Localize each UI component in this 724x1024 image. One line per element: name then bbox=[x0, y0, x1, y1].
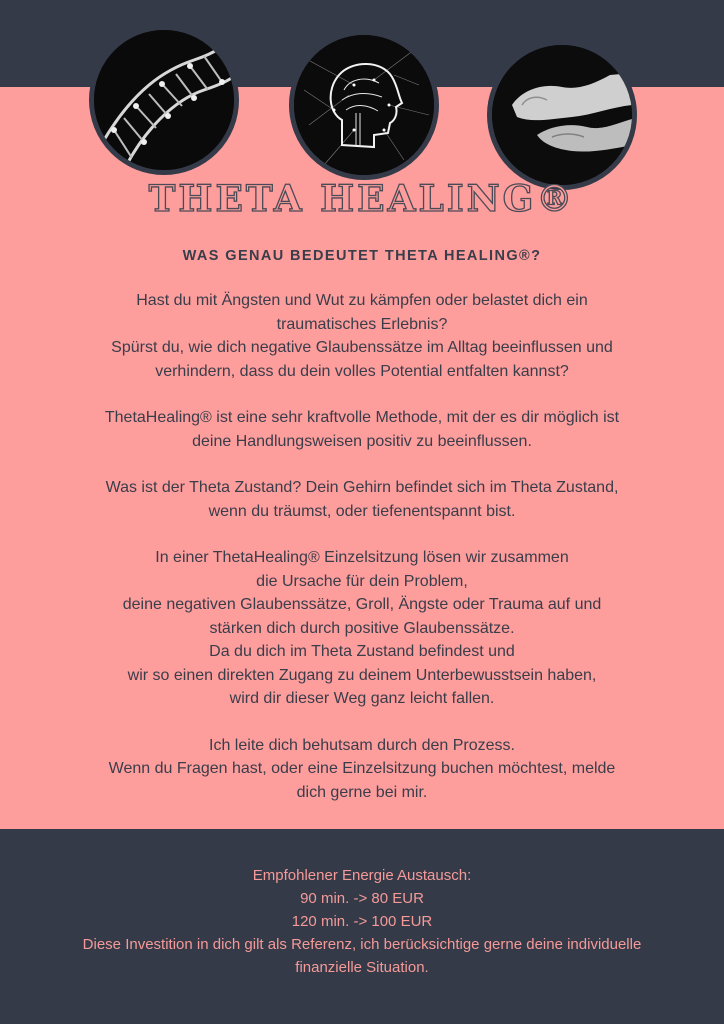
pricing-note: Diese Investition in dich gilt als Referenz, ich berücksichtige gerne deine individuelle bbox=[82, 936, 642, 953]
text-line: deine Handlungsweisen positiv zu beeinflussen. bbox=[192, 432, 532, 450]
dna-helix-image bbox=[89, 25, 239, 175]
text-line: In einer ThetaHealing® Einzelsitzung lösen wir zusammen bbox=[155, 549, 569, 566]
price-90-min: 90 min. -> 80 EUR bbox=[300, 890, 424, 907]
text-line: ThetaHealing® ist eine sehr kraftvolle Methode, mit der es dir möglich ist bbox=[104, 409, 620, 426]
text-line: Was ist der Theta Zustand? Dein Gehirn befindet sich im Theta Zustand, bbox=[105, 479, 619, 496]
hands-image bbox=[487, 40, 637, 190]
pricing-note-cont: finanzielle Situation. bbox=[295, 959, 429, 976]
text-line: Da du dich im Theta Zustand befindest und bbox=[209, 643, 515, 660]
text-line: Wenn du Fragen hast, oder eine Einzelsitzung buchen möchtest, melde bbox=[108, 760, 616, 777]
pricing-info bbox=[0, 864, 724, 979]
paragraph-intro bbox=[30, 289, 694, 383]
text-line: wir so einen direkten Zugang zu deinem Unterbewusstsein haben, bbox=[127, 666, 597, 684]
text-line: wird dir dieser Weg ganz leicht fallen. bbox=[229, 690, 495, 707]
text-line: deine negativen Glaubenssätze, Groll, Ängste oder Trauma auf und bbox=[122, 596, 602, 613]
text-line: verhindern, dass du dein volles Potential entfalten kannst? bbox=[155, 362, 569, 380]
price-120-min: 120 min. -> 100 EUR bbox=[291, 913, 433, 930]
paragraph-session bbox=[30, 546, 694, 711]
brain-head-image bbox=[289, 30, 439, 180]
text-line: Hast du mit Ängsten und Wut zu kämpfen oder belastet dich ein bbox=[136, 292, 588, 309]
text-line: stärken dich durch positive Glaubenssätze. bbox=[209, 619, 515, 637]
text-line: traumatisches Erlebnis? bbox=[276, 315, 448, 333]
page-title: THETA HEALING® bbox=[148, 178, 576, 220]
text-line: wenn du träumst, oder tiefenentspannt bist. bbox=[208, 502, 516, 520]
text-line: dich gerne bei mir. bbox=[296, 783, 428, 801]
text-line: Spürst du, wie dich negative Glaubenssätze im Alltag beeinflussen und bbox=[111, 339, 613, 356]
text-line: die Ursache für dein Problem, bbox=[256, 572, 468, 590]
paragraph-contact bbox=[30, 734, 694, 805]
body-text bbox=[30, 289, 694, 827]
paragraph-theta-state bbox=[30, 476, 694, 523]
pricing-heading: Empfohlener Energie Austausch: bbox=[252, 867, 472, 884]
paragraph-method bbox=[30, 406, 694, 453]
text-line: Ich leite dich behutsam durch den Prozess. bbox=[209, 736, 515, 754]
section-subtitle: WAS GENAU BEDEUTET THETA HEALING®? bbox=[182, 248, 542, 264]
